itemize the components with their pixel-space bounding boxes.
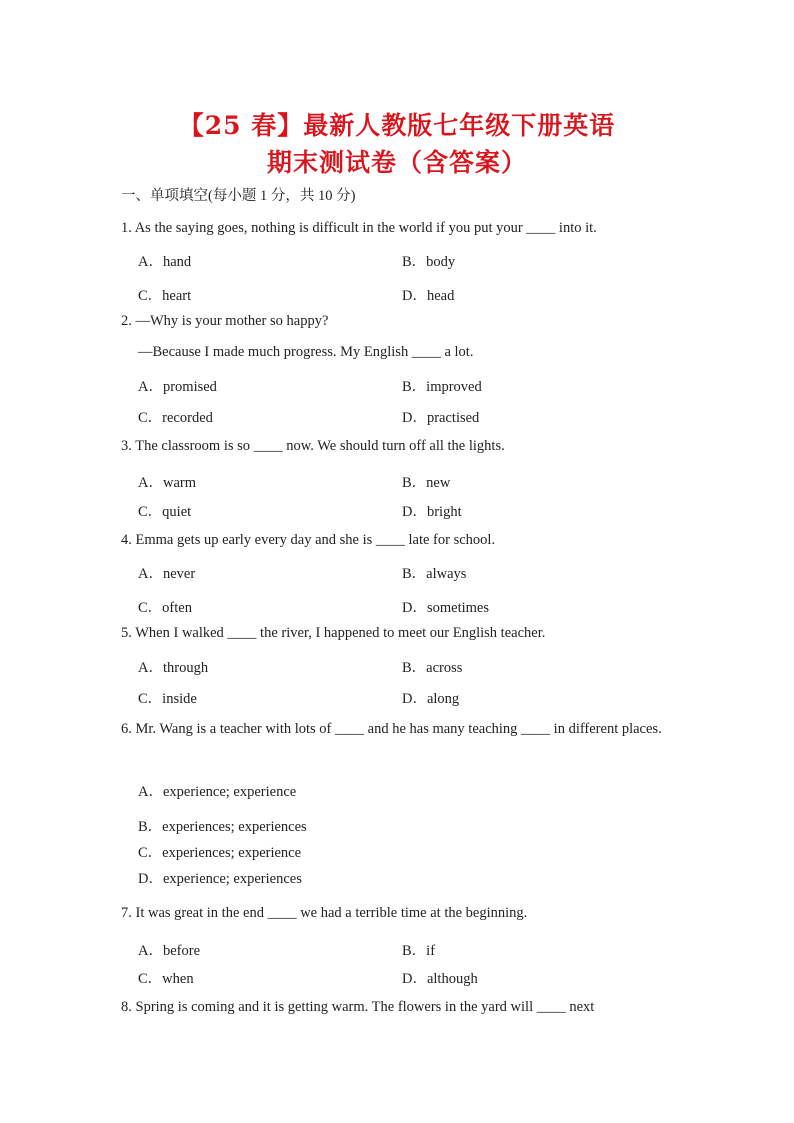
question-5-option-a: A．through xyxy=(138,660,209,676)
question-2-stem: 2. —Why is your mother so happy? xyxy=(121,313,329,329)
question-7-option-a: A．before xyxy=(138,943,201,959)
document-title-line1: 【25 春】最新人教版七年级下册英语 xyxy=(178,111,616,140)
question-5-option-b: B．across xyxy=(402,660,463,676)
question-2-option-a: A．promised xyxy=(138,379,217,395)
question-1-option-c: C．heart xyxy=(138,288,192,304)
question-7-option-c: C．when xyxy=(138,971,194,987)
section-heading: 一、单项填空(每小题 1 分，共 10 分) xyxy=(121,188,356,204)
question-4-option-d: D．sometimes xyxy=(402,600,489,616)
question-6-option-c: C．experiences; experience xyxy=(138,845,302,861)
question-1-option-d: D．head xyxy=(402,288,455,304)
question-3-option-d: D．bright xyxy=(402,504,462,520)
question-7-stem: 7. It was great in the end ____ we had a terrible time at the beginning. xyxy=(121,905,528,921)
question-3-stem: 3. The classroom is so ____ now. We should turn off all the lights. xyxy=(121,438,505,454)
question-6-option-d: D．experience; experiences xyxy=(138,871,302,887)
question-4-option-b: B．always xyxy=(402,566,467,582)
question-2-option-b: B．improved xyxy=(402,379,482,395)
question-6-option-b: B．experiences; experiences xyxy=(138,819,307,835)
question-1-option-a: A．hand xyxy=(138,254,192,270)
question-3-option-a: A．warm xyxy=(138,475,196,491)
question-3-option-b: B．new xyxy=(402,475,451,491)
question-5-stem: 5. When I walked ____ the river, I happened to meet our English teacher. xyxy=(121,625,546,641)
document-title-line2: 期末测试卷（含答案） xyxy=(266,148,527,177)
question-1-stem: 1. As the saying goes, nothing is difficult in the world if you put your ____ into it. xyxy=(121,220,597,236)
question-2-option-c: C．recorded xyxy=(138,410,213,426)
question-4-option-c: C．often xyxy=(138,600,192,616)
question-6-stem: 6. Mr. Wang is a teacher with lots of ____ and he has many teaching ____ in different places. xyxy=(121,721,662,737)
question-6-option-a: A．experience; experience xyxy=(138,784,297,800)
question-7-option-b: B．if xyxy=(402,943,436,959)
question-5-option-d: D．along xyxy=(402,691,460,707)
question-2-stem-line2: —Because I made much progress. My English ____ a lot. xyxy=(138,344,474,360)
question-4-stem: 4. Emma gets up early every day and she is ____ late for school. xyxy=(121,532,496,548)
question-7-option-d: D．although xyxy=(402,971,478,987)
question-1-option-b: B．body xyxy=(402,254,456,270)
question-8-stem: 8. Spring is coming and it is getting warm. The flowers in the yard will ____ next xyxy=(121,999,595,1015)
question-3-option-c: C．quiet xyxy=(138,504,192,520)
question-5-option-c: C．inside xyxy=(138,691,197,707)
question-2-option-d: D．practised xyxy=(402,410,480,426)
question-4-option-a: A．never xyxy=(138,566,196,582)
